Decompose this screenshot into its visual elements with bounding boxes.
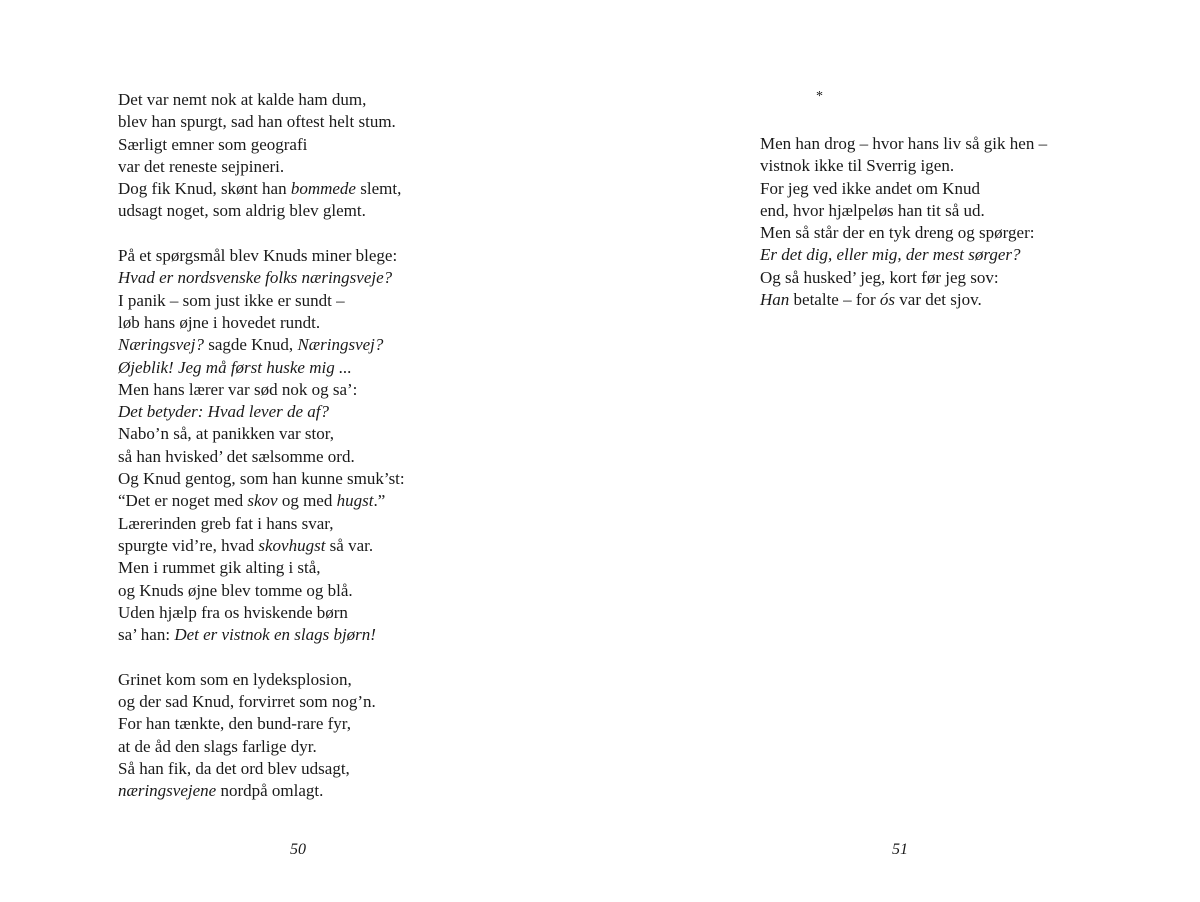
poem-line bbox=[118, 357, 405, 379]
poem-line bbox=[118, 780, 405, 802]
italic-text: Næringsvej? bbox=[118, 335, 204, 355]
poem-line bbox=[760, 155, 1047, 177]
line-text: Dog fik Knud, skønt han bbox=[118, 179, 291, 199]
poem-line bbox=[118, 89, 405, 111]
line-text: Grinet kom som en lydeksplosion, bbox=[118, 669, 352, 689]
poem-line bbox=[118, 111, 405, 133]
poem-line bbox=[118, 379, 405, 401]
line-text: Uden hjælp fra os hviskende børn bbox=[118, 602, 348, 622]
line-text: betalte – for bbox=[789, 290, 880, 310]
poem-line bbox=[118, 200, 405, 222]
poem-line bbox=[118, 624, 405, 646]
line-text: sa’ han: bbox=[118, 625, 175, 645]
line-text: Men han drog – hvor hans liv så gik hen – bbox=[760, 134, 1048, 153]
italic-text: Er det dig, eller mig, der mest sørger? bbox=[760, 245, 1021, 265]
poem-line bbox=[118, 312, 405, 334]
poem-line bbox=[118, 736, 405, 758]
section-break-asterisk: * bbox=[816, 89, 823, 104]
line-text: Nabo’n så, at panikken var stor, bbox=[118, 424, 335, 444]
poem-line bbox=[760, 222, 1047, 244]
italic-text: Det er vistnok en slags bjørn! bbox=[174, 625, 376, 645]
poem-line bbox=[118, 334, 405, 356]
poem-line bbox=[118, 446, 405, 468]
poem-line bbox=[118, 513, 405, 535]
line-text: Lærerinden greb fat i hans svar, bbox=[118, 513, 334, 533]
stanza bbox=[118, 669, 405, 803]
poem-line bbox=[760, 289, 1047, 311]
poem-line bbox=[760, 178, 1047, 200]
line-text: Men så står der en tyk dreng og spørger: bbox=[760, 223, 1035, 243]
italic-text: Øjeblik! Jeg må først huske mig ... bbox=[118, 357, 352, 377]
poem-line bbox=[118, 267, 405, 289]
line-text: Det var nemt nok at kalde ham dum, bbox=[118, 90, 367, 109]
line-text: sagde Knud, bbox=[203, 335, 298, 355]
line-text: Og Knud gentog, som han kunne smuk’st: bbox=[118, 469, 405, 489]
italic-text: Han bbox=[760, 290, 790, 310]
poem-line bbox=[118, 290, 405, 312]
right-page bbox=[600, 0, 1200, 902]
line-text: På et spørgsmål blev Knuds miner blege: bbox=[118, 246, 398, 266]
line-text: Men i rummet gik alting i stå, bbox=[118, 558, 321, 578]
line-text: Så han fik, da det ord blev udsagt, bbox=[118, 758, 350, 778]
line-text: udsagt noget, som aldrig blev glemt. bbox=[118, 201, 366, 221]
page-number: 51 bbox=[892, 841, 908, 858]
poem-line bbox=[760, 200, 1047, 222]
poem-line bbox=[118, 245, 405, 267]
line-text: “Det er noget med bbox=[118, 491, 248, 511]
line-text: vistnok ikke til Sverrig igen. bbox=[760, 156, 955, 176]
line-text: Og så husked’ jeg, kort før jeg sov: bbox=[760, 267, 999, 287]
italic-text: hugst bbox=[336, 491, 374, 511]
poem-line bbox=[760, 267, 1047, 289]
line-text: var det reneste sejpineri. bbox=[118, 156, 285, 176]
poem-line bbox=[760, 133, 1047, 155]
italic-text: skovhugst bbox=[258, 535, 326, 555]
poem-text bbox=[118, 89, 405, 803]
line-text: For han tænkte, den bund-rare fyr, bbox=[118, 714, 352, 734]
line-text: For jeg ved ikke andet om Knud bbox=[760, 178, 981, 198]
poem-line bbox=[118, 134, 405, 156]
line-text: og Knuds øjne blev tomme og blå. bbox=[118, 580, 353, 600]
poem-line bbox=[118, 602, 405, 624]
line-text: .” bbox=[373, 491, 386, 511]
poem-line bbox=[118, 535, 405, 557]
poem-line bbox=[118, 713, 405, 735]
italic-text: ós bbox=[879, 290, 896, 310]
poem-line bbox=[118, 557, 405, 579]
line-text: nordpå omlagt. bbox=[216, 781, 324, 801]
italic-text: Næringsvej? bbox=[297, 335, 384, 355]
line-text: end, hvor hjælpeløs han tit så ud. bbox=[760, 200, 985, 220]
line-text: blev han spurgt, sad han oftest helt stum. bbox=[118, 112, 396, 132]
line-text: slemt, bbox=[355, 179, 402, 199]
poem-line bbox=[118, 468, 405, 490]
poem-line bbox=[118, 758, 405, 780]
italic-text: Det betyder: Hvad lever de af? bbox=[118, 402, 329, 422]
line-text: så var. bbox=[325, 535, 374, 555]
line-text: I panik – som just ikke er sundt – bbox=[118, 290, 345, 310]
poem-line bbox=[118, 423, 405, 445]
italic-text: næringsvejene bbox=[118, 781, 217, 801]
line-text: Særligt emner som geografi bbox=[118, 134, 308, 154]
line-text: og der sad Knud, forvirret som nog’n. bbox=[118, 692, 376, 712]
stanza bbox=[118, 89, 405, 223]
poem-line bbox=[118, 156, 405, 178]
poem-line bbox=[118, 580, 405, 602]
line-text: var det sjov. bbox=[895, 290, 982, 310]
italic-text: bommede bbox=[290, 179, 356, 199]
poem-line bbox=[118, 178, 405, 200]
stanza bbox=[760, 133, 1047, 311]
italic-text: skov bbox=[247, 491, 278, 511]
poem-line bbox=[118, 490, 405, 512]
poem-line bbox=[760, 244, 1047, 266]
line-text: løb hans øjne i hovedet rundt. bbox=[118, 312, 321, 332]
line-text: at de åd den slags farlige dyr. bbox=[118, 736, 317, 756]
poem-text bbox=[760, 133, 1047, 311]
poem-line bbox=[118, 669, 405, 691]
poem-line bbox=[118, 401, 405, 423]
page-number: 50 bbox=[290, 841, 306, 858]
line-text: og med bbox=[277, 491, 337, 511]
line-text: spurgte vid’re, hvad bbox=[118, 535, 259, 555]
stanza bbox=[118, 245, 405, 646]
poem-line bbox=[118, 691, 405, 713]
line-text: så han hvisked’ det sælsomme ord. bbox=[118, 446, 355, 466]
line-text: Men hans lærer var sød nok og sa’: bbox=[118, 379, 358, 399]
italic-text: Hvad er nordsvenske folks næringsveje? bbox=[118, 268, 393, 288]
